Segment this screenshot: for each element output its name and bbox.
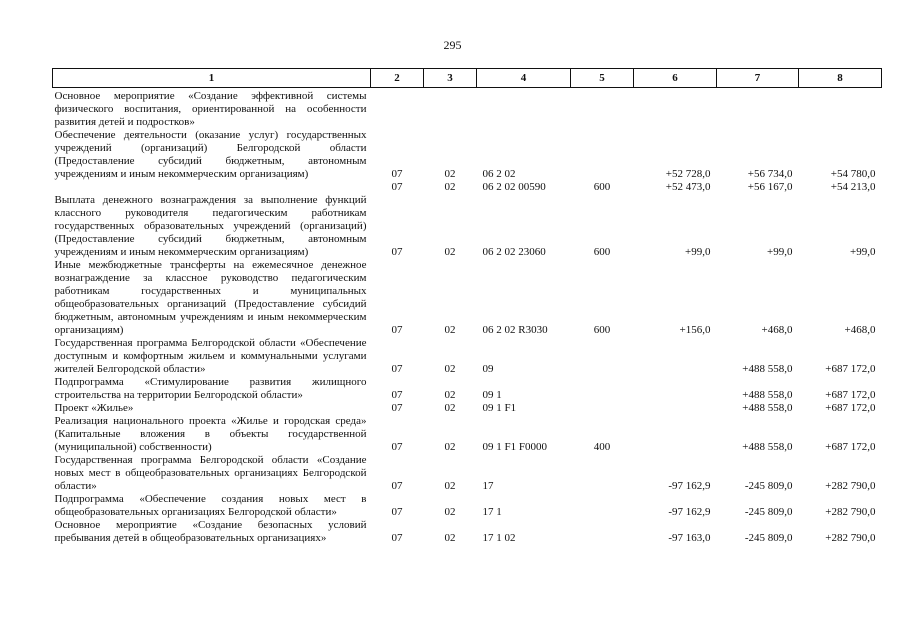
row-subsection: 02 <box>444 389 456 401</box>
row-expense-type <box>571 337 634 376</box>
row-name: Подпрограмма «Стимулирование развития жилищного строительства на территории Белгородской области» <box>54 376 367 401</box>
row-amount-7: -245 809,0 <box>744 480 793 492</box>
table-row <box>53 181 882 194</box>
row-expense-type <box>571 129 634 181</box>
row-amount-6: -97 162,9 <box>668 480 711 492</box>
row-amount-7: +488 558,0 <box>742 363 793 375</box>
row-name: Проект «Жилье» <box>54 402 134 414</box>
row-amount-8: +54 780,0 <box>830 168 876 180</box>
row-name: Иные межбюджетные трансферты на ежемесячное денежное вознаграждение за классное руководство педагогическим работникам государственных и муниципальных общеобразовательных организаций (Предоставление субсидий бюджетным, автономным учреждениям и иным некоммерческим организациям) <box>54 259 367 336</box>
table-row <box>53 194 882 259</box>
row-name: Основное мероприятие «Создание эффективной системы физического воспитания, ориентированной на особенности развития детей и подростков» <box>54 90 367 128</box>
row-target-code: 09 1 F1 <box>482 402 517 414</box>
row-amount-6: +156,0 <box>679 324 711 336</box>
col-header-3: 3 <box>424 69 477 88</box>
row-subsection: 02 <box>444 402 456 414</box>
row-expense-type: 600 <box>593 181 611 193</box>
row-amount-8: +282 790,0 <box>825 480 876 492</box>
header-row <box>53 69 882 88</box>
row-subsection: 02 <box>444 441 456 453</box>
row-amount-6 <box>634 88 717 130</box>
row-section: 07 <box>391 402 403 414</box>
row-section: 07 <box>391 532 403 544</box>
table-row <box>53 519 882 545</box>
table-row <box>53 259 882 337</box>
row-amount-6: +52 473,0 <box>665 181 711 193</box>
table-row <box>53 88 882 130</box>
row-target-code: 09 1 <box>482 389 502 401</box>
row-expense-type <box>571 519 634 545</box>
row-section: 07 <box>391 389 403 401</box>
row-target-code: 06 2 02 R3030 <box>482 324 548 336</box>
row-section: 07 <box>391 181 403 193</box>
row-subsection: 02 <box>444 324 456 336</box>
row-expense-type <box>571 402 634 415</box>
row-amount-7: +468,0 <box>761 324 793 336</box>
row-amount-8: +687 172,0 <box>825 441 876 453</box>
table-row <box>53 493 882 519</box>
row-expense-type: 400 <box>593 441 611 453</box>
row-amount-6: +52 728,0 <box>665 168 711 180</box>
row-target-code: 09 <box>482 363 494 375</box>
budget-table <box>52 68 882 545</box>
row-section: 07 <box>391 441 403 453</box>
col-header-1: 1 <box>53 69 371 88</box>
row-amount-8: +687 172,0 <box>825 363 876 375</box>
row-amount-6 <box>634 376 717 402</box>
row-subsection: 02 <box>444 480 456 492</box>
row-name <box>53 181 371 194</box>
row-amount-8: +99,0 <box>850 246 876 258</box>
row-target-code: 17 1 02 <box>482 532 516 544</box>
row-subsection: 02 <box>444 168 456 180</box>
table-row <box>53 454 882 493</box>
row-name: Государственная программа Белгородской области «Обеспечение доступным и комфортным жильем и коммунальными услугами жителей Белгородской области» <box>54 337 367 375</box>
col-header-4: 4 <box>477 69 571 88</box>
row-section: 07 <box>391 168 403 180</box>
row-target-code: 06 2 02 00590 <box>482 181 546 193</box>
row-subsection: 02 <box>444 506 456 518</box>
row-target-code: 17 <box>482 480 494 492</box>
row-subsection: 02 <box>444 363 456 375</box>
col-header-8: 8 <box>799 69 882 88</box>
row-name: Обеспечение деятельности (оказание услуг) государственных учреждений (организаций) Белгородской области (Предоставление субсидий бюджетным, автономным учреждениям и иным некоммерческим организациям) <box>54 129 367 180</box>
row-subsection: 02 <box>444 246 456 258</box>
row-subsection <box>424 88 477 130</box>
row-amount-7: +99,0 <box>767 246 793 258</box>
row-subsection: 02 <box>444 181 456 193</box>
row-amount-7: +56 167,0 <box>747 181 793 193</box>
row-amount-6 <box>634 402 717 415</box>
row-amount-6: +99,0 <box>685 246 711 258</box>
row-amount-8: +687 172,0 <box>825 389 876 401</box>
row-section <box>371 88 424 130</box>
row-expense-type <box>571 376 634 402</box>
table-row <box>53 415 882 454</box>
row-section: 07 <box>391 506 403 518</box>
row-amount-8: +687 172,0 <box>825 402 876 414</box>
row-amount-7: +488 558,0 <box>742 389 793 401</box>
row-expense-type <box>571 88 634 130</box>
table-row <box>53 129 882 181</box>
row-amount-7: -245 809,0 <box>744 506 793 518</box>
row-target-code: 17 1 <box>482 506 502 518</box>
row-name: Основное мероприятие «Создание безопасных условий пребывания детей в общеобразовательных организациях» <box>54 519 367 544</box>
row-amount-7: -245 809,0 <box>744 532 793 544</box>
row-amount-8 <box>799 88 882 130</box>
row-expense-type: 600 <box>593 246 611 258</box>
row-amount-7: +488 558,0 <box>742 441 793 453</box>
row-section: 07 <box>391 246 403 258</box>
row-amount-8: +282 790,0 <box>825 506 876 518</box>
row-target-code: 06 2 02 <box>482 168 516 180</box>
row-amount-7: +56 734,0 <box>747 168 793 180</box>
row-amount-6 <box>634 337 717 376</box>
col-header-2: 2 <box>371 69 424 88</box>
table-row <box>53 376 882 402</box>
row-section: 07 <box>391 480 403 492</box>
row-name: Реализация национального проекта «Жилье и городская среда» (Капитальные вложения в объекты государственной (муниципальной) собственности) <box>54 415 367 453</box>
row-target-code <box>477 88 571 130</box>
row-amount-6 <box>634 415 717 454</box>
row-section: 07 <box>391 324 403 336</box>
row-amount-6: -97 163,0 <box>668 532 711 544</box>
col-header-7: 7 <box>717 69 799 88</box>
row-target-code: 06 2 02 23060 <box>482 246 546 258</box>
row-subsection: 02 <box>444 532 456 544</box>
row-name: Выплата денежного вознаграждения за выполнение функций классного руководителя педагогическим работникам государственных образовательных учреждений (организаций) (Предоставление субсидий бюджетным, автономным учреждениям и иным некоммерческим организациям) <box>54 194 367 258</box>
col-header-6: 6 <box>634 69 717 88</box>
col-header-5: 5 <box>571 69 634 88</box>
row-target-code: 09 1 F1 F0000 <box>482 441 547 453</box>
row-amount-7: +488 558,0 <box>742 402 793 414</box>
row-name: Государственная программа Белгородской области «Создание новых мест в общеобразовательных организациях Белгородской области» <box>54 454 367 492</box>
row-expense-type <box>571 493 634 519</box>
table-row <box>53 402 882 415</box>
row-name: Подпрограмма «Обеспечение создания новых мест в общеобразовательных организациях Белгородской области» <box>54 493 367 518</box>
row-amount-8: +468,0 <box>844 324 876 336</box>
row-amount-8: +282 790,0 <box>825 532 876 544</box>
page-number: 295 <box>443 38 462 52</box>
table-row <box>53 337 882 376</box>
row-amount-8: +54 213,0 <box>830 181 876 193</box>
row-amount-7 <box>717 88 799 130</box>
row-amount-6: -97 162,9 <box>668 506 711 518</box>
row-expense-type: 600 <box>593 324 611 336</box>
row-section: 07 <box>391 363 403 375</box>
row-expense-type <box>571 454 634 493</box>
